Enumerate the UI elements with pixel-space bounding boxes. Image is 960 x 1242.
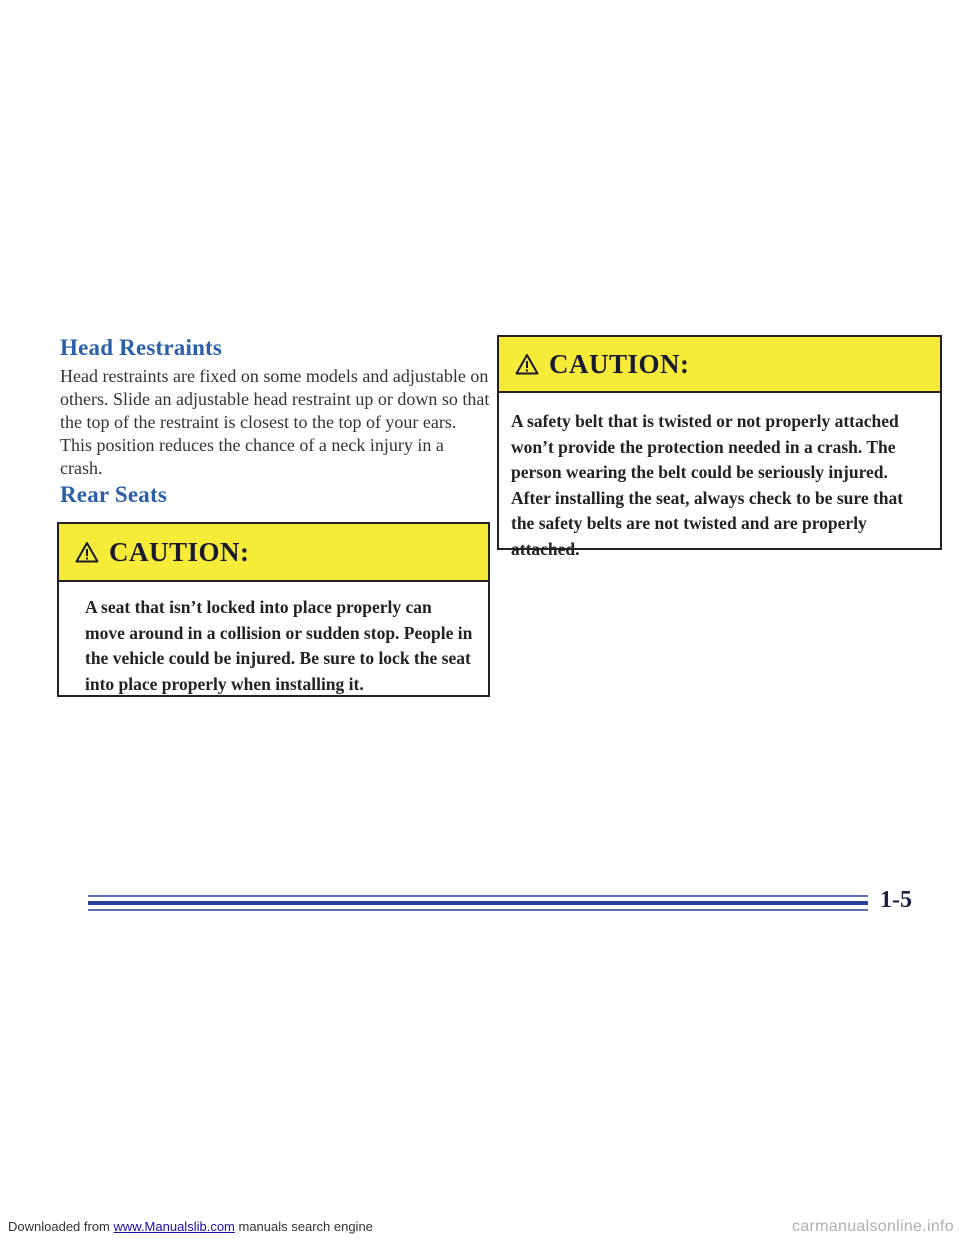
head-restraints-heading: Head Restraints xyxy=(60,335,223,360)
head-restraints-paragraph: Head restraints are fixed on some models and adjustable on others. Slide an adjustable head restraint up or down so that the top of the restraint is closest to the top of your ears. This position reduces the chance of a neck injury in a crash. xyxy=(60,366,490,478)
caution-text-safety-belt: A safety belt that is twisted or not properly attached won’t provide the protection needed in a crash. The person wearing the belt could be seriously injured. After installing the seat, always check to be sure that the safety belts are not twisted and are properly attached. xyxy=(511,411,904,559)
manualslib-link[interactable]: www.Manualslib.com xyxy=(113,1219,235,1234)
caution-label: CAUTION: xyxy=(109,536,250,567)
page-number: 1-5 xyxy=(880,887,912,913)
footer-suffix: manuals search engine xyxy=(234,1219,373,1234)
warning-triangle-icon xyxy=(515,353,539,375)
caution-box-seat-lock xyxy=(57,522,490,697)
caution-header xyxy=(59,524,488,582)
caution-box-safety-belt xyxy=(497,335,942,559)
download-footer xyxy=(8,1219,373,1234)
page-footer-rule xyxy=(88,892,868,914)
caution-header xyxy=(499,337,940,393)
footer-prefix: Downloaded from xyxy=(8,1219,114,1234)
warning-triangle-icon xyxy=(75,541,99,563)
caution-text-seat-lock: A seat that isn’t locked into place properly can move around in a collision or sudden stop. People in the vehicle could be injured. Be sure to lock the seat into place properly when installing it. xyxy=(85,597,473,694)
watermark-text: carmanualsonline.info xyxy=(792,1218,954,1235)
caution-label: CAUTION: xyxy=(549,348,690,379)
rear-seats-heading: Rear Seats xyxy=(60,482,167,507)
